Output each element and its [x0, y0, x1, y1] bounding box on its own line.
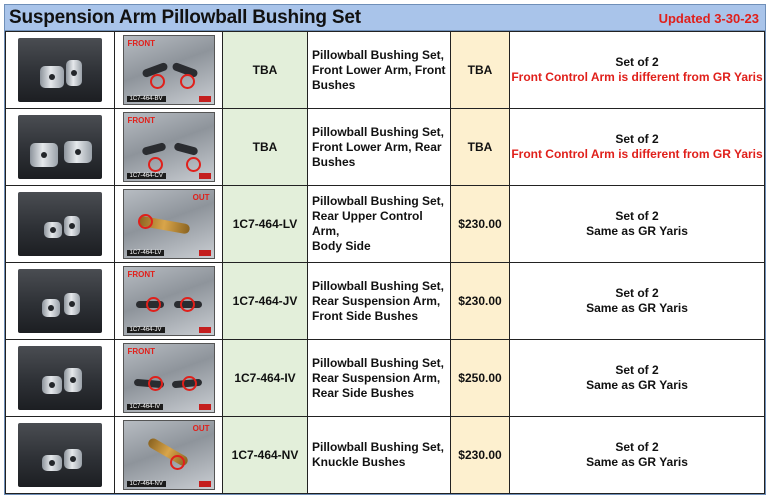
highlight-ring-icon: [148, 157, 163, 172]
front-arrow-label: FRONT: [127, 39, 156, 48]
bushing-photo: [18, 346, 102, 410]
diagram-code: 1C7-464-LV: [127, 250, 165, 256]
part-description: [308, 186, 451, 263]
table-row: [6, 109, 765, 186]
product-photo-cell: [6, 109, 115, 186]
brand-logo-icon: [199, 404, 211, 410]
bushing-icon: [64, 293, 80, 315]
description-line: Rear Side Bushes: [312, 385, 415, 400]
brand-logo-icon: [199, 327, 211, 333]
highlight-ring-icon: [180, 74, 195, 89]
table-row: [6, 186, 765, 263]
out-arrow-label: OUT: [192, 193, 210, 202]
price: $230.00: [451, 263, 510, 340]
brand-logo-icon: [199, 481, 211, 487]
bushing-photo: [18, 115, 102, 179]
part-number: 1C7-464-JV: [223, 263, 308, 340]
suspension-arm-icon: [173, 142, 198, 156]
out-arrow-label: OUT: [192, 424, 210, 433]
description-line: Rear Upper Control Arm,: [312, 209, 423, 238]
highlight-ring-icon: [170, 455, 185, 470]
set-quantity-note: Set of 2: [615, 363, 659, 377]
description-line: Rear Suspension Arm,: [312, 293, 441, 308]
updated-date: Updated 3-30-23: [658, 11, 759, 26]
compatibility-note: Front Control Arm is different from GR Yaris: [511, 70, 763, 84]
part-number: TBA: [223, 109, 308, 186]
brand-logo-icon: [199, 96, 211, 102]
description-line: Front Side Bushes: [312, 308, 419, 323]
bushing-icon: [64, 368, 82, 392]
bushing-icon: [64, 449, 82, 469]
description-line: Body Side: [312, 239, 371, 253]
install-diagram: [123, 189, 215, 259]
bushing-photo: [18, 192, 102, 256]
table-row: [6, 417, 765, 494]
notes: [510, 186, 765, 263]
bushing-icon: [30, 143, 58, 167]
page-title: Suspension Arm Pillowball Bushing Set: [9, 7, 361, 28]
diagram-code: 1C7-464-IV: [127, 404, 164, 410]
highlight-ring-icon: [138, 214, 153, 229]
description-line: Pillowball Bushing Set,: [312, 47, 445, 62]
set-quantity-note: Set of 2: [615, 209, 659, 223]
bushing-photo: [18, 423, 102, 487]
install-diagram: [123, 112, 215, 182]
set-quantity-note: Set of 2: [615, 440, 659, 454]
install-diagram: [123, 35, 215, 105]
notes: [510, 109, 765, 186]
highlight-ring-icon: [180, 297, 195, 312]
bushing-icon: [64, 216, 80, 236]
product-photo-cell: [6, 417, 115, 494]
table-row: [6, 263, 765, 340]
set-quantity-note: Set of 2: [615, 55, 659, 69]
table-row: [6, 340, 765, 417]
description-line: Pillowball Bushing Set,: [312, 355, 445, 370]
product-photo-cell: [6, 186, 115, 263]
description-line: Bushes: [312, 154, 356, 169]
install-diagram: [123, 420, 215, 490]
part-description: [308, 263, 451, 340]
part-description: [308, 417, 451, 494]
price: $230.00: [451, 186, 510, 263]
brand-logo-icon: [199, 173, 211, 179]
front-arrow-label: FRONT: [127, 347, 156, 356]
install-diagram-cell: [115, 263, 223, 340]
description-line: Front Lower Arm, Rear: [312, 139, 442, 154]
front-arrow-label: FRONT: [127, 270, 156, 279]
notes: [510, 263, 765, 340]
description-line: Pillowball Bushing Set,: [312, 278, 445, 293]
parts-sheet: [4, 4, 766, 495]
description-line: Knuckle Bushes: [312, 455, 406, 469]
notes: [510, 340, 765, 417]
description-line: Front Lower Arm, Front: [312, 62, 446, 77]
bushing-icon: [64, 141, 92, 163]
install-diagram-cell: [115, 32, 223, 109]
price: $230.00: [451, 417, 510, 494]
part-number: 1C7-464-LV: [223, 186, 308, 263]
description-line: Pillowball Bushing Set,: [312, 440, 445, 454]
price: TBA: [451, 109, 510, 186]
price: $250.00: [451, 340, 510, 417]
compatibility-note: Same as GR Yaris: [586, 378, 688, 392]
highlight-ring-icon: [182, 376, 197, 391]
diagram-code: 1C7-464-BV: [127, 96, 166, 102]
product-photo-cell: [6, 340, 115, 417]
part-description: [308, 109, 451, 186]
compatibility-note: Same as GR Yaris: [586, 224, 688, 238]
bushing-photo: [18, 38, 102, 102]
sheet-header: [5, 5, 765, 31]
notes: [510, 32, 765, 109]
part-number: TBA: [223, 32, 308, 109]
compatibility-note: Same as GR Yaris: [586, 301, 688, 315]
install-diagram: [123, 343, 215, 413]
highlight-ring-icon: [146, 297, 161, 312]
install-diagram-cell: [115, 340, 223, 417]
brand-logo-icon: [199, 250, 211, 256]
product-photo-cell: [6, 32, 115, 109]
install-diagram-cell: [115, 186, 223, 263]
highlight-ring-icon: [186, 157, 201, 172]
description-line: Rear Suspension Arm,: [312, 370, 441, 385]
bushing-icon: [42, 455, 62, 471]
bushing-icon: [44, 222, 62, 238]
description-line: Pillowball Bushing Set,: [312, 124, 445, 139]
bushing-icon: [66, 60, 82, 86]
diagram-code: 1C7-464-CV: [127, 173, 166, 179]
bushing-icon: [40, 66, 64, 88]
compatibility-note: Front Control Arm is different from GR Yaris: [511, 147, 763, 161]
install-diagram: [123, 266, 215, 336]
install-diagram-cell: [115, 109, 223, 186]
set-quantity-note: Set of 2: [615, 286, 659, 300]
table-row: [6, 32, 765, 109]
part-description: [308, 32, 451, 109]
description-line: Bushes: [312, 77, 356, 92]
front-arrow-label: FRONT: [127, 116, 156, 125]
install-diagram-cell: [115, 417, 223, 494]
part-number: 1C7-464-NV: [223, 417, 308, 494]
price: TBA: [451, 32, 510, 109]
suspension-arm-icon: [141, 142, 166, 156]
bushing-icon: [42, 299, 60, 317]
parts-table: [5, 31, 765, 494]
diagram-code: 1C7-464-JV: [127, 327, 165, 333]
product-photo-cell: [6, 263, 115, 340]
compatibility-note: Same as GR Yaris: [586, 455, 688, 469]
notes: [510, 417, 765, 494]
set-quantity-note: Set of 2: [615, 132, 659, 146]
part-description: [308, 340, 451, 417]
highlight-ring-icon: [150, 74, 165, 89]
part-number: 1C7-464-IV: [223, 340, 308, 417]
bushing-icon: [42, 376, 62, 394]
diagram-code: 1C7-464-NV: [127, 481, 166, 487]
highlight-ring-icon: [148, 376, 163, 391]
bushing-photo: [18, 269, 102, 333]
description-line: Pillowball Bushing Set,: [312, 194, 445, 208]
